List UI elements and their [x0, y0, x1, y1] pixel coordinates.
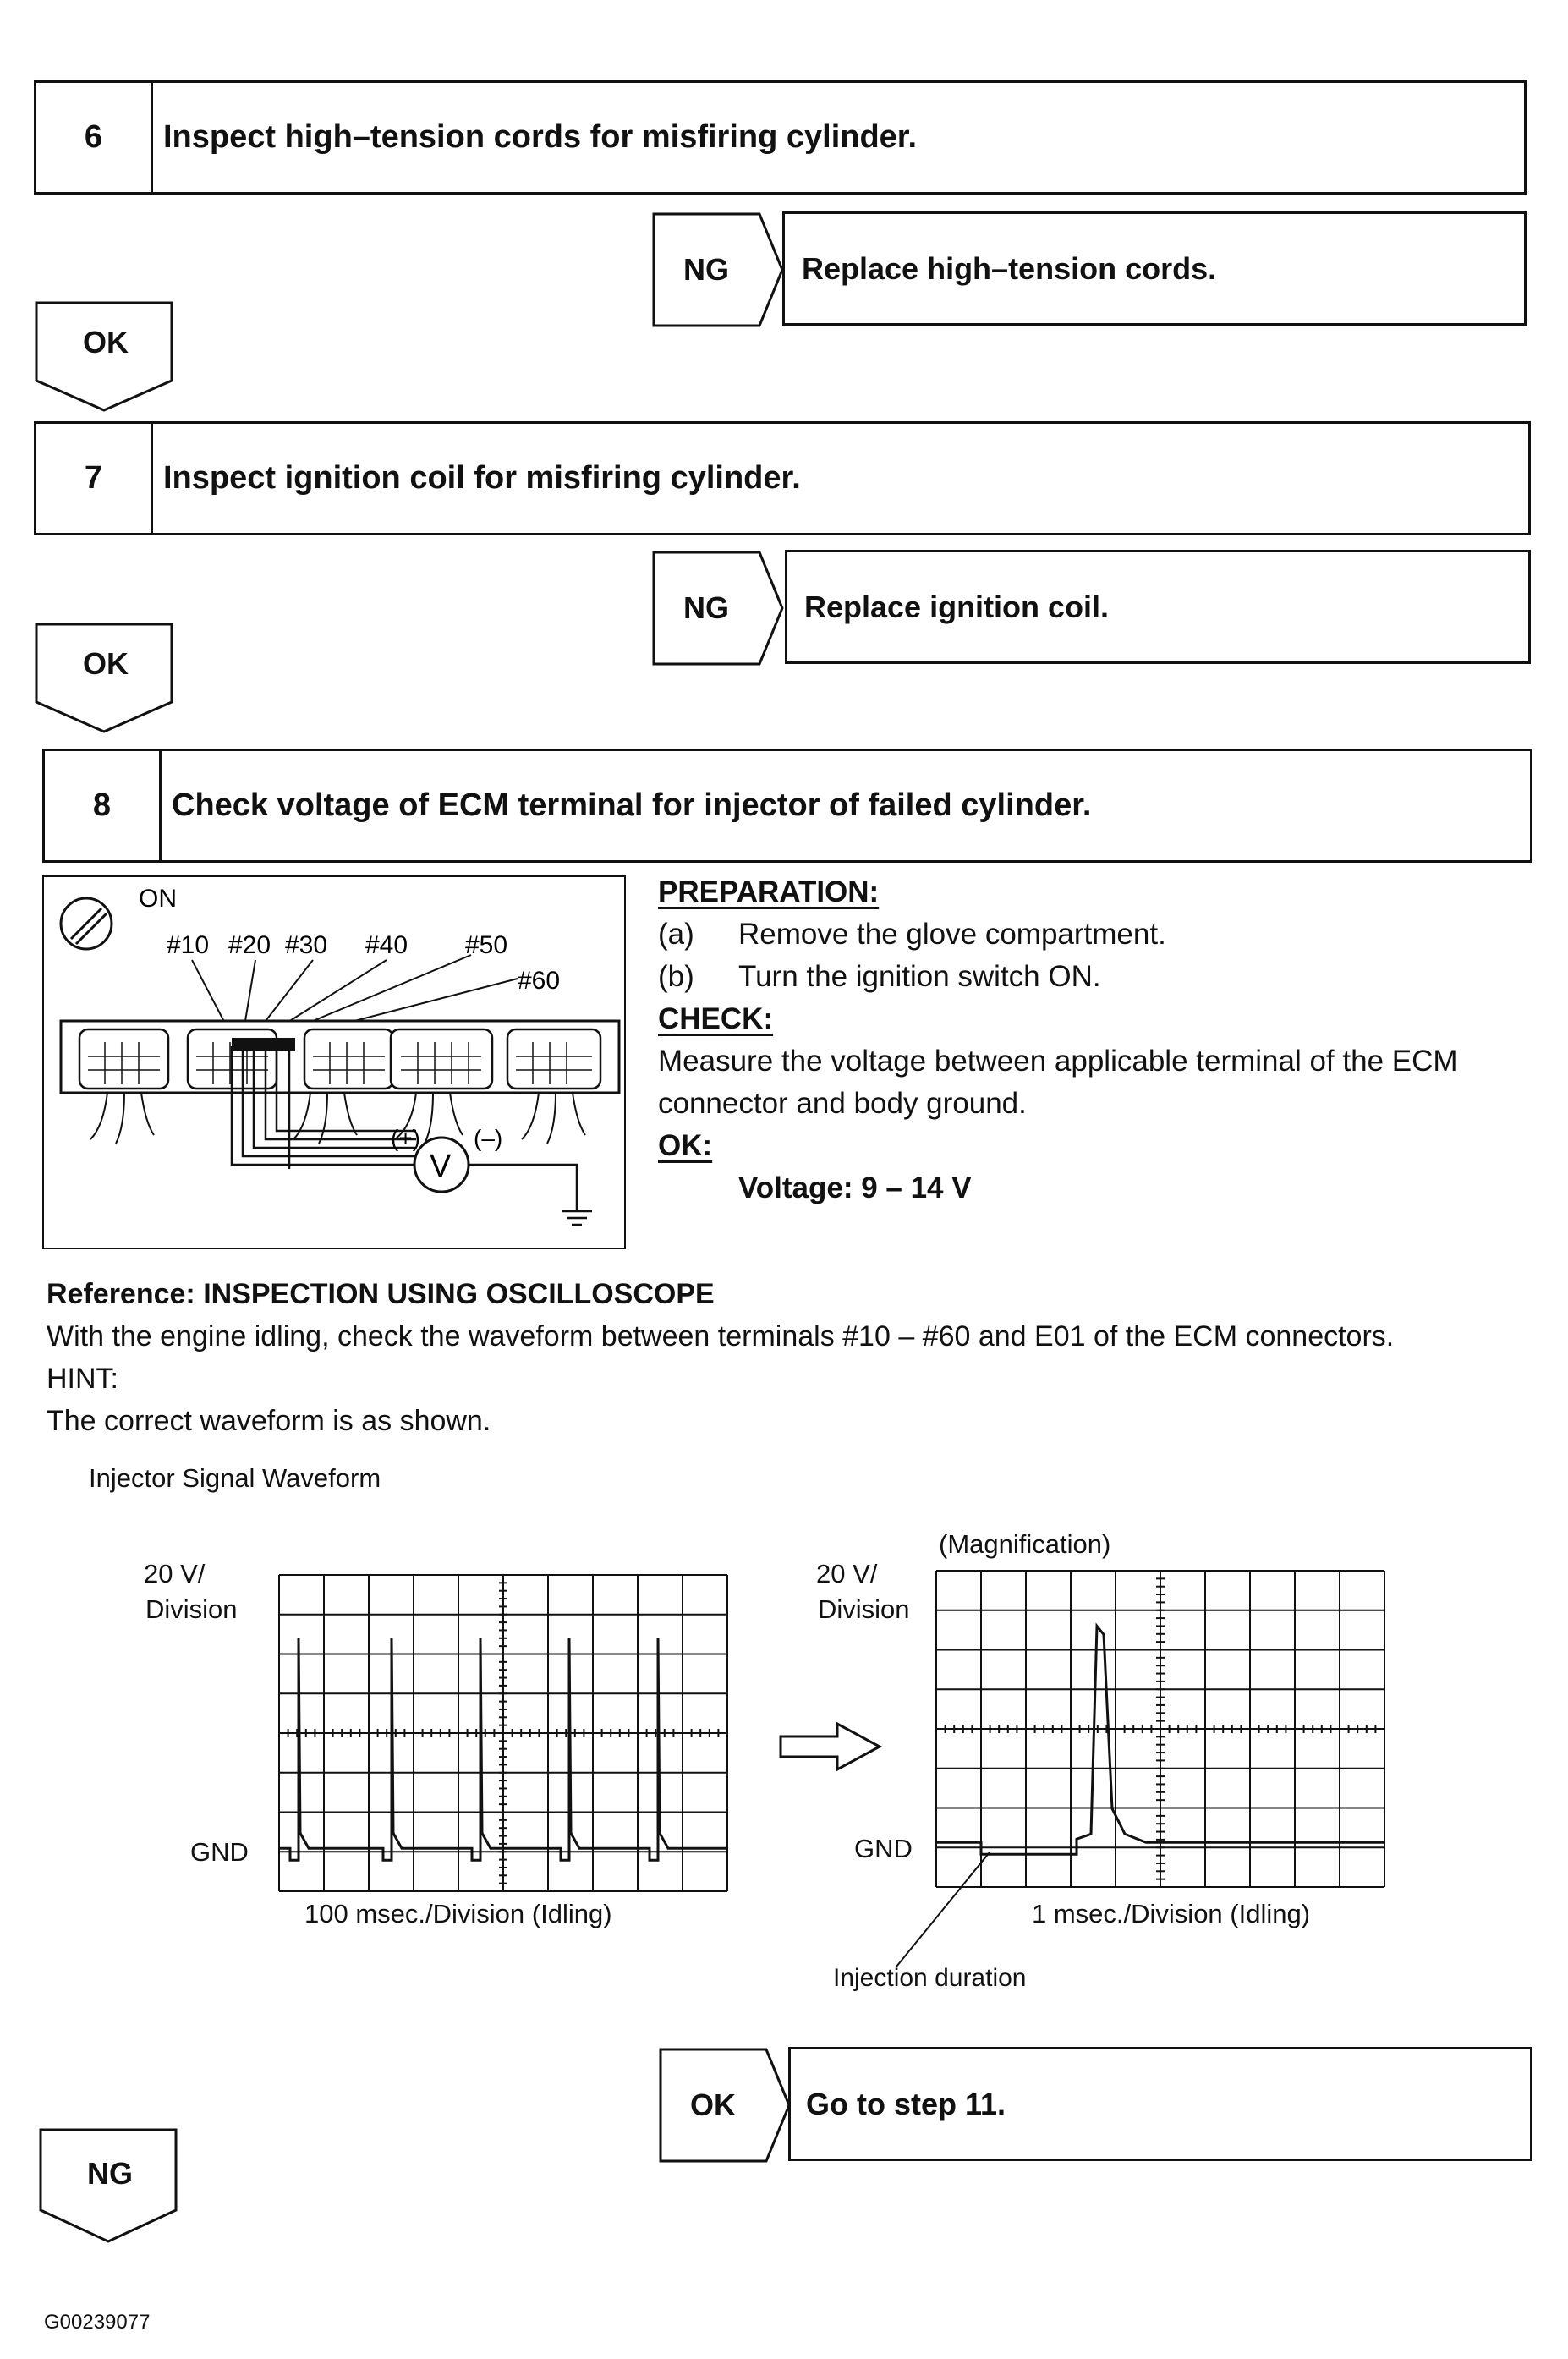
left-time-label: 100 msec./Division (Idling) — [304, 1899, 612, 1928]
switch-on-label: ON — [139, 885, 177, 913]
step-8-box — [42, 749, 1532, 863]
right-scale-line-2: Division — [818, 1594, 910, 1624]
step-8-ok-label: OK — [690, 2087, 736, 2122]
step-7-title: Inspect ignition coil for misfiring cylinder. — [163, 460, 801, 496]
ignition-switch-icon — [61, 898, 112, 949]
right-magnification-heading: (Magnification) — [939, 1529, 1111, 1559]
reference-text — [47, 1273, 1560, 1442]
plus-probe-label: (+) — [391, 1125, 420, 1151]
step-8-title: Check voltage of ECM terminal for injector of failed cylinder. — [172, 787, 1092, 823]
right-oscilloscope-graph — [935, 1569, 1387, 1890]
ok-heading: OK: — [658, 1129, 713, 1162]
preparation-item-b — [658, 956, 1538, 998]
step-6-box — [34, 80, 1527, 195]
step-8-number: 8 — [45, 751, 162, 860]
left-scale-line-1: 20 V/ — [144, 1559, 206, 1588]
step-6-ng-label: NG — [683, 252, 729, 287]
step-8-ng-label: NG — [87, 2156, 133, 2191]
check-line-2: connector and body ground. — [658, 1087, 1027, 1120]
step-7-number: 7 — [36, 424, 153, 533]
step-6-title: Inspect high–tension cords for misfiring cylinder. — [163, 119, 918, 155]
terminal-label-10: #10 — [167, 931, 210, 959]
preparation-item-a-text: Remove the glove compartment. — [738, 918, 1166, 951]
magnify-arrow-icon — [778, 1721, 884, 1772]
reference-hint: HINT: — [47, 1363, 118, 1395]
step-8-ok-result: Go to step 11. — [806, 2086, 1006, 2121]
injection-duration-leader — [880, 1848, 998, 1975]
reference-line-2: The correct waveform is as shown. — [47, 1405, 491, 1437]
step-6-ok-label: OK — [83, 325, 129, 359]
preparation-item-a — [658, 913, 1538, 956]
right-scale-line-1: 20 V/ — [816, 1559, 878, 1588]
check-heading: CHECK: — [658, 1002, 774, 1035]
procedure-text — [658, 871, 1538, 1210]
injection-duration-label: Injection duration — [833, 1964, 1027, 1992]
preparation-item-a-marker: (a) — [658, 918, 694, 951]
terminal-label-60: #60 — [518, 967, 561, 995]
left-oscilloscope-graph — [277, 1573, 730, 1895]
preparation-item-b-marker: (b) — [658, 960, 694, 993]
ecm-connector-drawing — [44, 877, 624, 1248]
waveform-caption: Injector Signal Waveform — [89, 1463, 381, 1493]
preparation-heading: PREPARATION: — [658, 875, 880, 908]
ecm-connector-diagram — [42, 875, 626, 1249]
minus-probe-label: (–) — [474, 1125, 503, 1151]
terminal-label-20: #20 — [228, 931, 271, 959]
step-7-ok-label: OK — [83, 646, 129, 681]
right-gnd-label: GND — [854, 1834, 913, 1863]
step-7-ng-result-box — [785, 550, 1531, 664]
step-6-ng-result-box — [782, 211, 1527, 326]
right-time-label: 1 msec./Division (Idling) — [1032, 1899, 1311, 1928]
step-7-box — [34, 421, 1531, 535]
step-6-ng-result: Replace high–tension cords. — [802, 250, 1217, 286]
terminal-label-30: #30 — [285, 931, 328, 959]
left-scale-line-2: Division — [145, 1594, 238, 1624]
step-8-ok-result-box — [788, 2047, 1532, 2161]
reference-line-1: With the engine idling, check the waveform between terminals #10 – #60 and E01 of the ECM connectors. — [47, 1320, 1395, 1352]
reference-title: Reference: INSPECTION USING OSCILLOSCOPE — [47, 1278, 715, 1310]
step-6-number: 6 — [36, 83, 153, 192]
preparation-item-b-text: Turn the ignition switch ON. — [738, 960, 1101, 993]
figure-id: G00239077 — [44, 2311, 151, 2334]
terminal-label-40: #40 — [365, 931, 408, 959]
terminal-label-50: #50 — [465, 931, 508, 959]
left-gnd-label: GND — [190, 1837, 249, 1867]
connector-blocks — [79, 1029, 600, 1089]
ok-voltage-spec: Voltage: 9 – 14 V — [738, 1171, 972, 1204]
step-7-ng-result: Replace ignition coil. — [804, 589, 1110, 624]
voltmeter-label: V — [430, 1149, 452, 1184]
check-line-1: Measure the voltage between applicable terminal of the ECM — [658, 1045, 1458, 1078]
step-7-ng-label: NG — [683, 590, 729, 625]
